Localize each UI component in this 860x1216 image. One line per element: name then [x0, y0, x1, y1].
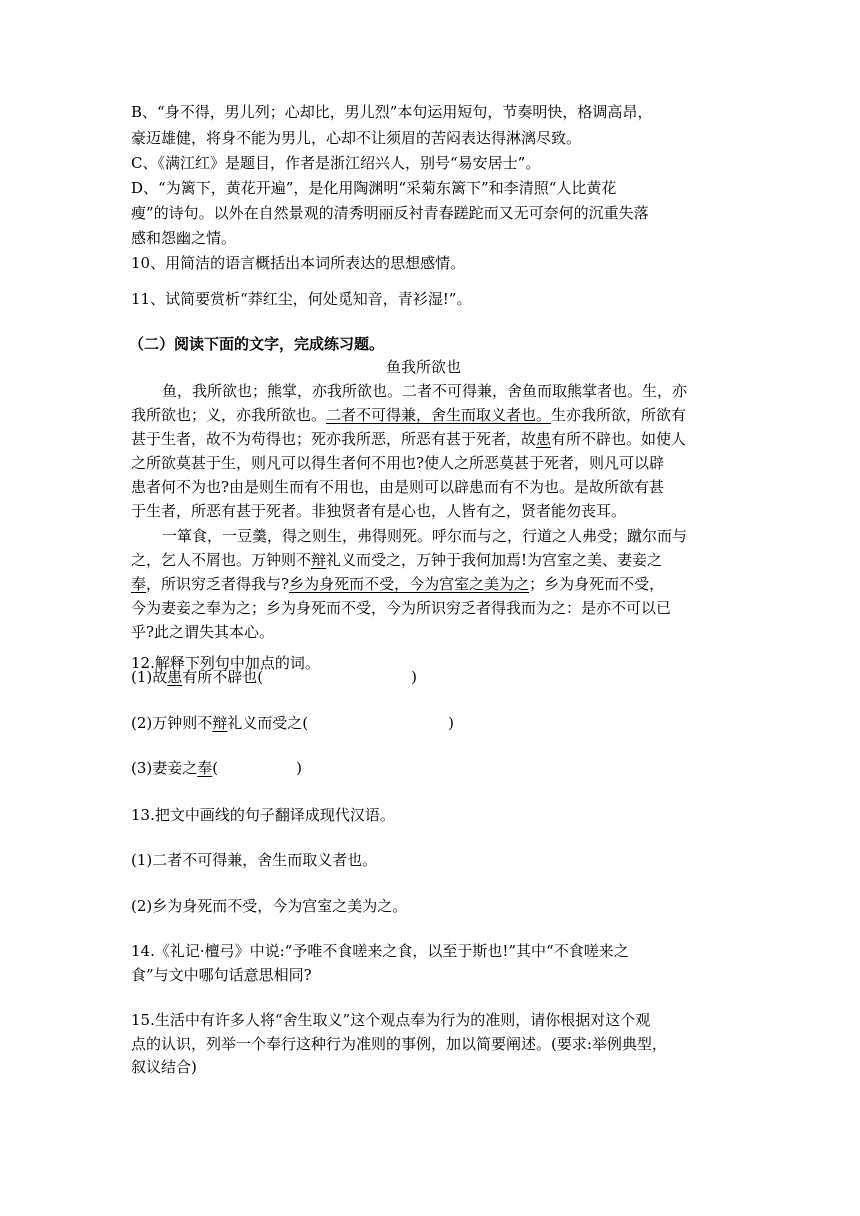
passage-p2-line-3: [131, 573, 664, 595]
option-b-line-2: 豪迈雄健，将身不能为男儿，心却不让须眉的苦闷表达得淋漓尽致。: [131, 129, 582, 147]
question-12-stem: 12.解释下列句中加点的词。: [131, 654, 320, 672]
question-12-2: [131, 712, 454, 734]
question-15-line-1: 15.生活中有许多人将“舍生取义”这个观点奉为行为的准则，请你根据对这个观: [131, 1011, 651, 1029]
text-span: 礼义而受之，万钟于我何加焉!为宫室之美、妻妾之: [326, 551, 663, 569]
question-12-3: [131, 757, 302, 779]
text-span: (2)万钟则不: [131, 714, 213, 732]
question-13-2: (2)乡为身死而不受，今为宫室之美为之。: [131, 897, 408, 915]
option-c-line-1: C、《满江红》是题目，作者是浙江绍兴人，别号“易安居士”。: [131, 154, 541, 172]
underlined-sentence-1: 二者不可得兼，舍生而取义者也。: [326, 406, 552, 424]
passage-p1-line-5: 患者何不为也?由是则生而有不用也，由是则可以辟患而有不为也。是故所欲有甚: [131, 478, 665, 496]
marked-word-bian: 辩: [311, 551, 327, 569]
section-heading: （二）阅读下面的文字，完成练习题。: [129, 335, 385, 353]
passage-title: 鱼我所欲也: [386, 358, 462, 376]
marked-word: 奉: [197, 759, 213, 777]
text-span: ): [448, 714, 454, 732]
marked-word: 患: [167, 668, 183, 686]
text-span: 我所欲也；义，亦我所欲也。: [131, 406, 327, 424]
question-11: 11、试简要赏析“莽红尘，何处觅知音，青衫湿!”。: [131, 290, 472, 308]
passage-p1-line-6: 于生者，所恶有甚于死者。非独贤者有是心也，人皆有之，贤者能勿丧耳。: [131, 502, 627, 520]
text-span: 有所不辟也(: [182, 668, 264, 686]
text-span: ，所识穷乏者得我与?: [146, 575, 290, 593]
passage-p1-line-4: 之所欲莫甚于生，则凡可以得生者何不用也?使人之所恶莫甚于死者，则凡可以辟: [131, 454, 665, 472]
marked-word-feng: 奉: [131, 575, 147, 593]
passage-p2-line-4: 今为妻妾之奉为之；乡为身死而不受，今为所识穷乏者得我而为之：是亦不可以已: [131, 599, 672, 617]
marked-word-huan: 患: [536, 430, 552, 448]
text-span: 礼义而受之(: [227, 714, 309, 732]
text-span: 甚于生者，故不为苟得也；死亦我所恶，所恶有甚于死者，故: [131, 430, 537, 448]
question-13-1: (1)二者不可得兼，舍生而取义者也。: [131, 851, 378, 869]
marked-word: 辩: [212, 714, 228, 732]
question-14-line-2: 食”与文中哪句话意思相同?: [131, 966, 312, 984]
text-span: (3)妻妾之: [131, 759, 198, 777]
passage-p2-line-5: 乎?此之谓失其本心。: [131, 623, 275, 641]
option-d-line-3: 感和怨幽之情。: [131, 229, 237, 247]
question-12-1: [131, 666, 417, 688]
question-15-line-3: 叙议结合): [131, 1058, 197, 1076]
option-d-line-1: D、“为篱下，黄花开遍”，是化用陶渊明“采菊东篱下”和李清照“人比黄花: [131, 179, 617, 197]
text-span: (: [212, 759, 219, 777]
text-span: ；乡为身死而不受，: [529, 575, 665, 593]
question-14-line-1: 14.《礼记·檀弓》中说:“予唯不食嗟来之食，以至于斯也!”其中“不食嗟来之: [131, 942, 629, 960]
text-span: ): [411, 668, 417, 686]
question-10: 10、用简洁的语言概括出本词所表达的思想感情。: [131, 254, 466, 272]
text-span: ): [296, 759, 302, 777]
underlined-sentence-2: 乡为身死而不受，今为宫室之美为之: [289, 575, 530, 593]
passage-p2-line-1: 一箪食，一豆羹，得之则生，弗得则死。呼尔而与之，行道之人弗受；蹴尔而与: [162, 527, 688, 545]
text-span: 有所不辟也。如使人: [551, 430, 687, 448]
question-15-line-2: 点的认识，列举一个奉行这种行为准则的事例，加以简要阐述。(要求:举例典型，: [131, 1035, 667, 1053]
passage-p1-line-3: [131, 428, 686, 450]
passage-p2-line-2: [131, 549, 662, 571]
text-span: 生亦我所欲，所欲有: [551, 406, 687, 424]
question-13-stem: 13.把文中画线的句子翻译成现代汉语。: [131, 806, 395, 824]
passage-p1-line-1: 鱼，我所欲也；熊掌，亦我所欲也。二者不可得兼，舍鱼而取熊掌者也。生，亦: [162, 382, 688, 400]
text-span: 之，乞人不屑也。万钟则不: [131, 551, 312, 569]
option-d-line-2: 瘦”的诗句。以外在自然景观的清秀明丽反衬青春蹉跎而又无可奈何的沉重失落: [131, 204, 649, 222]
passage-p1-line-2: [131, 404, 686, 426]
option-b-line-1: B、“身不得，男儿列；心却比，男儿烈”本句运用短句，节奏明快，格调高昂，: [131, 103, 653, 121]
text-span: (1)故: [131, 668, 168, 686]
